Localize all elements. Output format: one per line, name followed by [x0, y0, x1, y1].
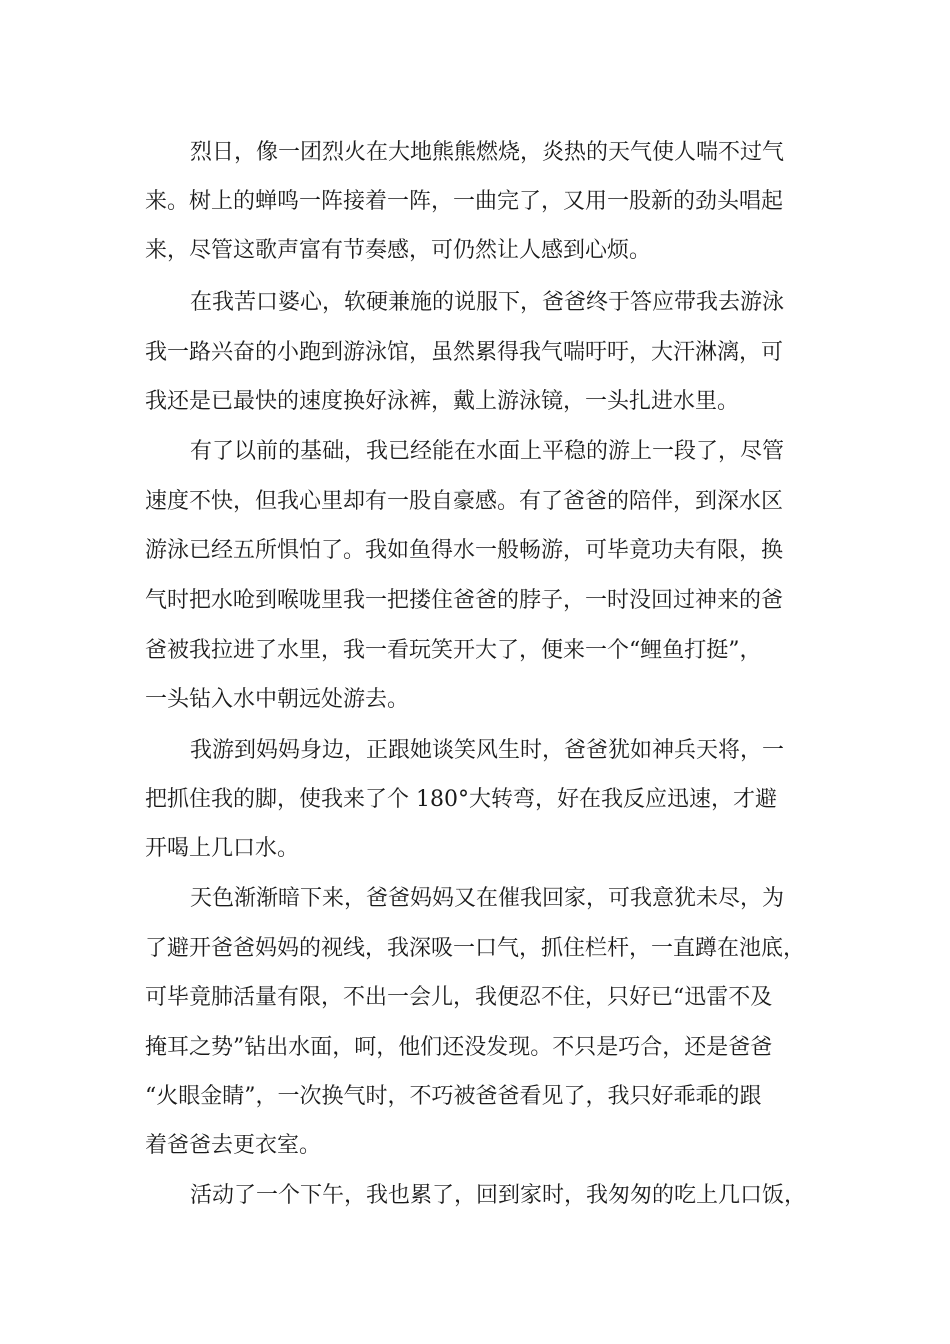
paragraph-4-line-3: 开喝上几口水。	[145, 836, 300, 861]
paragraph-6-line-1: 活动了一个下午，我也累了，回到家时，我匆匆的吃上几口饭，	[190, 1183, 807, 1208]
paragraph-5-line-6: 着爸爸去更衣室。	[145, 1133, 322, 1158]
paragraph-5-line-2: 了避开爸爸妈妈的视线，我深吸一口气，抓住栏杆，一直蹲在池底，	[145, 936, 806, 961]
paragraph-2-line-3: 我还是已最快的速度换好泳裤，戴上游泳镜，一头扎进水里。	[145, 389, 740, 414]
paragraph-3-line-3: 游泳已经五所惧怕了。我如鱼得水一般畅游，可毕竟功夫有限，换	[145, 538, 784, 563]
paragraph-3-line-4: 气时把水呛到喉咙里我一把搂住爸爸的脖子，一时没回过神来的爸	[145, 588, 784, 613]
paragraph-4-line-2: 把抓住我的脚，使我来了个 180°大转弯，好在我反应迅速，才避	[145, 787, 777, 812]
paragraph-3-line-2: 速度不快，但我心里却有一股自豪感。有了爸爸的陪伴，到深水区	[145, 489, 784, 514]
paragraph-5-line-3: 可毕竟肺活量有限，不出一会儿，我便忍不住，只好已“迅雷不及	[145, 985, 773, 1010]
paragraph-2-line-2: 我一路兴奋的小跑到游泳馆，虽然累得我气喘吁吁，大汗淋漓，可	[145, 340, 784, 365]
paragraph-4-line-1: 我游到妈妈身边，正跟她谈笑风生时，爸爸犹如神兵天将，一	[190, 738, 785, 763]
paragraph-5-line-5: “火眼金睛”，一次换气时，不巧被爸爸看见了，我只好乖乖的跟	[145, 1084, 762, 1109]
paragraph-3-line-6: 一头钻入水中朝远处游去。	[145, 687, 410, 712]
paragraph-3-line-1: 有了以前的基础，我已经能在水面上平稳的游上一段了，尽管	[190, 439, 785, 464]
paragraph-5-line-1: 天色渐渐暗下来，爸爸妈妈又在催我回家，可我意犹未尽，为	[190, 886, 785, 911]
paragraph-1-line-2: 来。树上的蝉鸣一阵接着一阵，一曲完了，又用一股新的劲头唱起	[145, 189, 784, 214]
paragraph-1-line-3: 来，尽管这歌声富有节奏感，可仍然让人感到心烦。	[145, 238, 652, 263]
paragraph-5-line-4: 掩耳之势”钻出水面，呵，他们还没发现。不只是巧合，还是爸爸	[145, 1035, 773, 1060]
paragraph-1-line-1: 烈日，像一团烈火在大地熊熊燃烧，炎热的天气使人喘不过气	[190, 140, 785, 165]
paragraph-3-line-5: 爸被我拉进了水里，我一看玩笑开大了，便来一个“鲤鱼打挺”，	[145, 638, 762, 663]
paragraph-2-line-1: 在我苦口婆心，软硬兼施的说服下，爸爸终于答应带我去游泳	[190, 290, 785, 315]
